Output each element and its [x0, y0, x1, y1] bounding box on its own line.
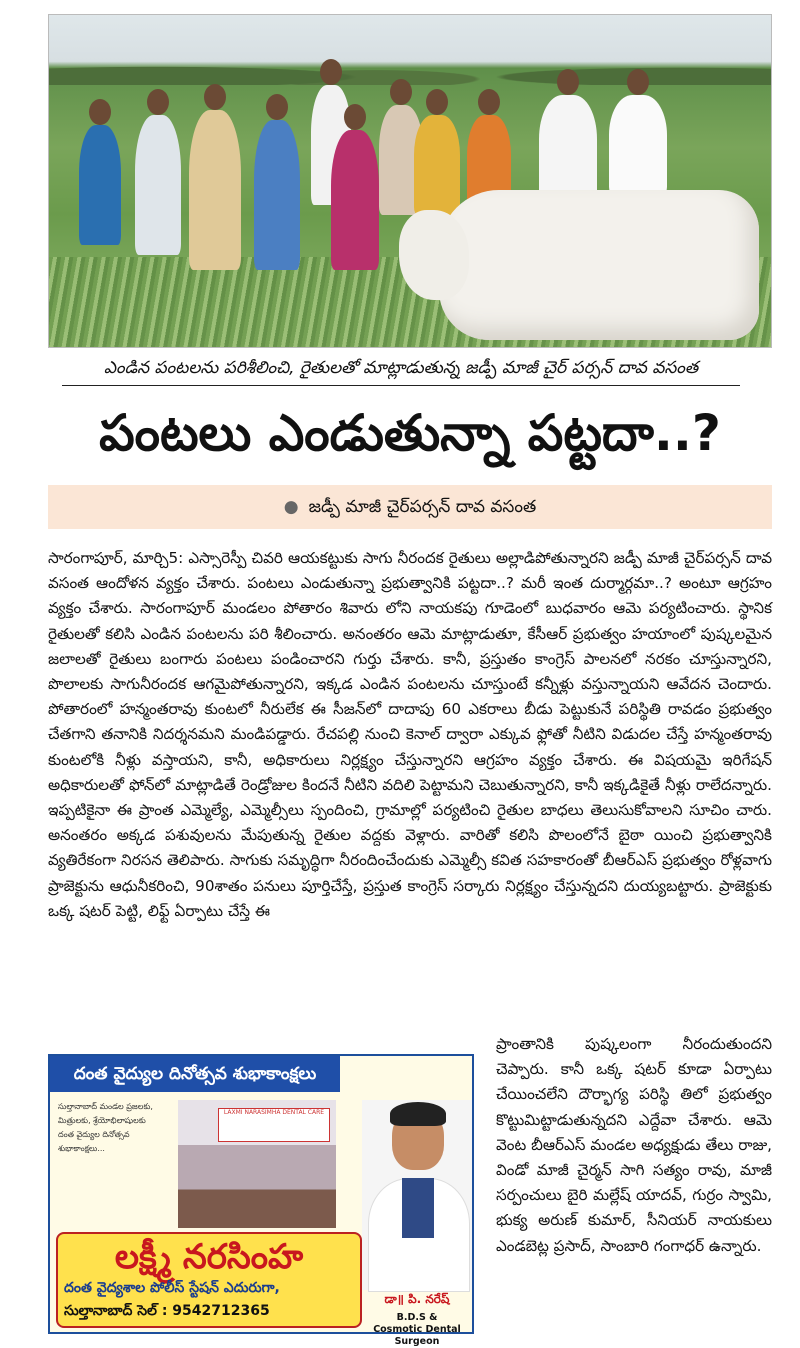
- clinic-sign: LAXMI NARASIMHA DENTAL CARE: [218, 1108, 330, 1142]
- person-figure: [331, 130, 379, 270]
- clinic-name: లక్ష్మీ నరసింహ: [114, 1237, 304, 1277]
- tree-line: [49, 45, 771, 85]
- dental-advertisement: [48, 1054, 474, 1347]
- clinic-name-box: [56, 1232, 362, 1328]
- clinic-photo: [178, 1100, 336, 1228]
- ad-greeting-line: శుభాకాంక్షలు...: [58, 1144, 105, 1153]
- person-figure: [539, 95, 597, 205]
- doctor-name: డా॥ పి. నరేష్: [384, 1292, 450, 1306]
- clinic-address: దంత వైద్యశాల పోలీస్ స్టేషన్ ఎదురుగా,: [64, 1280, 280, 1296]
- doctor-degree: [362, 1312, 472, 1348]
- ad-greeting: [58, 1100, 178, 1156]
- bullet-icon: ●: [283, 497, 299, 517]
- ad-greeting-line: సుల్తానాబాద్ మండల ప్రజలకు,: [58, 1102, 153, 1111]
- doctor-shirt: [402, 1178, 434, 1238]
- article-body-continued: ప్రాంతానికి పుష్కలంగా నీరందుతుందని చెప్పారు. కానీ ఒక్క షటర్ కూడా ఏర్పాటు చేయించలేని దౌర్భాగ్య పరిస్థి తిలో ప్రభుత్వం కొట్టుమిట్టాడుతున్నదని ఎద్దేవా చేశారు. ఆమె వెంట బీఆర్ఎస్ మండల అధ్యక్షుడు తేలు రాజు, విండో మాజీ చైర్మన్ సాగి సత్యం రావు, మాజీ సర్పంచులు బైరి మల్లేష్ యాదవ్, గుర్రం స్వామి, భుక్య అరుణ్ కుమార్, సీనియర్ నాయకులు ఎండబెట్ల ప్రసాద్, సాంబారి గంగాధర్ ఉన్నారు.: [496, 1035, 772, 1255]
- doctor-degree-line: B.D.S &: [396, 1312, 438, 1323]
- person-figure: [79, 125, 121, 245]
- ad-greeting-line: మిత్రులకు, శ్రేయోభిలాషులకు: [58, 1116, 146, 1125]
- doctor-specialty: Cosmotic Dental Surgeon: [373, 1324, 461, 1347]
- news-photo: [48, 14, 772, 348]
- doctor-photo: [362, 1100, 472, 1290]
- doctor-hair: [390, 1102, 446, 1126]
- person-figure: [609, 95, 667, 195]
- person-figure: [254, 120, 300, 270]
- person-figure: [414, 115, 460, 215]
- clinic-phone: సుల్తానాబాద్ సెల్ : 9542712365: [64, 1303, 270, 1319]
- headline: పంటలు ఎండుతున్నా పట్టదా..?: [99, 404, 721, 462]
- person-figure: [135, 115, 181, 255]
- photo-caption: ఎండిన పంటలను పరిశీలించి, రైతులతో మాట్లాడుతున్న జడ్పీ మాజీ చైర్ పర్సన్ దావ వసంత: [62, 352, 740, 386]
- article-body: సారంగాపూర్, మార్చి5: ఎస్సారెస్పీ చివరి ఆయకట్టుకు సాగు నీరందక రైతులు అల్లాడిపోతున్నారని జడ్పీ మాజీ చైర్‌పర్సన్ దావ వసంత ఆందోళన వ్యక్తం చేశారు. పంటలు ఎండుతున్నా ప్రభుత్వానికి పట్టదా..? మరీ ఇంత దుర్మార్గమా..? అంటూ ఆగ్రహం వ్యక్తం చేశారు. సారంగాపూర్ మండలం పోతారం శివారు లోని నాయకపు గూడెంలో బుధవారం ఆమె పర్యటించారు. స్థానిక రైతులతో కలిసి ఎండిన పంటలను పరి శీలించారు. అనంతరం ఆమె మాట్లాడుతూ, కేసీఆర్ ప్రభుత్వం హయాంలో పుష్కలమైన జలాలతో రైతులు బంగారు పంటలు పండించారని గుర్తు చేశారు. కానీ, ప్రస్తుతం కాంగ్రెస్ పాలనలో నరకం చూస్తున్నారని, పొలాలకు సాగునీరందక ఆగమైపోతున్నారని, ఇక్కడ ఎండిన పంటలను చూస్తుంటే కన్నీళ్లు వస్తున్నాయని ఆవేదన చెందారు. పోతారంలో హన్మంతరావు కుంటలో నీరులేక ఈ సీజన్‌లో దాదాపు 60 ఎకరాలు బీడు పెట్టుకునే పరిస్థితి రావడం ప్రభుత్వం చేతగాని తనానికి నిదర్శనమని మండిపడ్డారు. రేచపల్లి నుంచి కెనాల్ ద్వారా ఎక్కువ ఫ్లోతో నీటిని విడుదల చేస్తే హన్మంతరావు కుంటలోకి నీళ్లు వస్తాయని, కానీ, అధికారులు నిర్లక్ష్యం చేస్తున్నారని ఆగ్రహం వ్యక్తం చేశారు. ఈ విషయమై ఇరిగేషన్ అధికారులతో ఫోన్‌లో మాట్లాడితే రెండ్రోజుల కిందనే నీటిని వదిలి పెట్టామని చెబుతున్నారని, కానీ ఇక్కడికైతే నీళ్లు రాలేదన్నారు. ఇప్పటికైనా ఈ ప్రాంత ఎమ్మెల్యే, ఎమ్మెల్సీలు స్పందించి, గ్రామాల్లో పర్యటించి రైతుల బాధలు తెలుసుకోవాలని సూచిం చారు. అనంతరం అక్కడ పశువులను మేపుతున్న రైతుల వద్దకు వెళ్లారు. వారితో కలిసి పొలంలోనే బైఠా యించి ప్రభుత్వానికి వ్యతిరేకంగా నిరసన తెలిపారు. సాగుకు సమృద్ధిగా నీరందించేందుకు ఎమ్మెల్సీ కవిత సహకారంతో బీఆర్ఎస్ ప్రభుత్వం రోళ్లవాగు ప్రాజెక్టును ఆధునీకరించి, 90శాతం పనులు పూర్తిచేస్తే, ప్రస్తుత కాంగ్రెస్ సర్కారు నిర్లక్ష్యం చేస్తున్నదని దుయ్యబట్టారు. ప్రాజెక్టుకు ఒక్క షటర్ పెట్టి, లిఫ్ట్ ఏర్పాటు చేస్తే ఈ: [48, 549, 772, 920]
- cow-figure: [439, 190, 759, 340]
- ad-banner: దంత వైద్యుల దినోత్సవ శుభాకాంక్షలు: [50, 1056, 340, 1092]
- ad-greeting-line: దంత వైద్యుల దినోత్సవ: [58, 1130, 130, 1139]
- subheadline: [48, 485, 772, 529]
- person-figure: [189, 110, 241, 270]
- subheadline-text: జడ్పీ మాజీ చైర్‌పర్సన్ దావ వసంత: [308, 497, 537, 517]
